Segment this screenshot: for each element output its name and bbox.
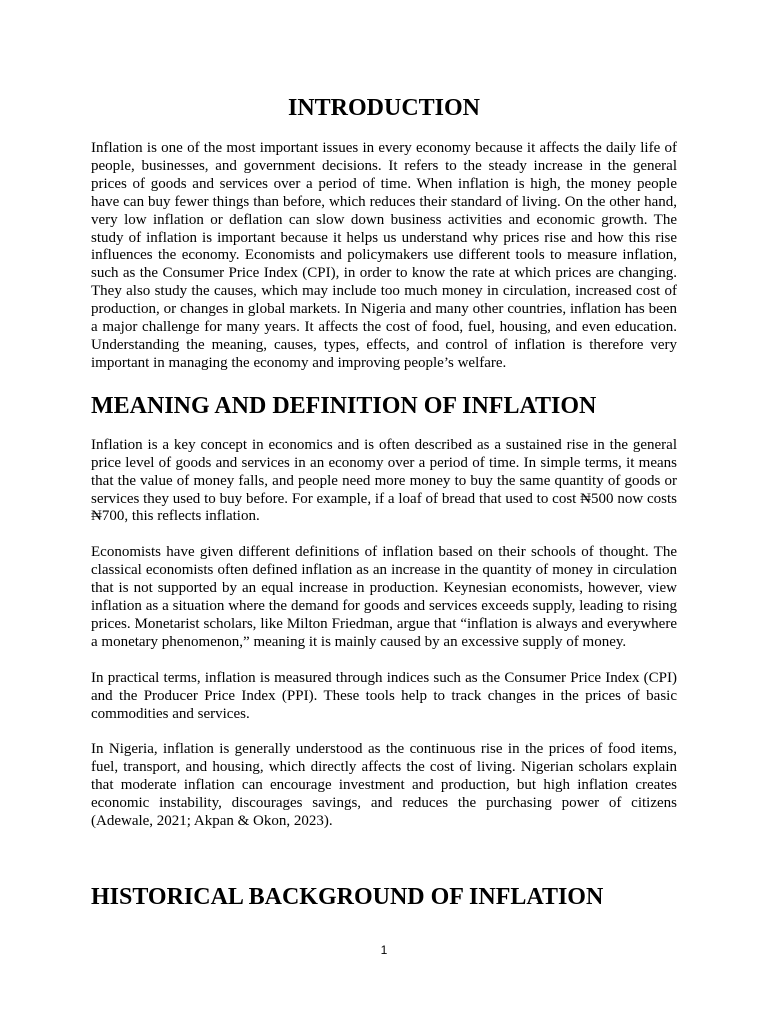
meaning-paragraph-3: In practical terms, inflation is measured through indices such as the Consumer Price Index (CPI) and the Producer Price Index (PPI). These tools help to track changes in the prices of basic commodities and services. bbox=[91, 669, 677, 722]
paragraph-spacer bbox=[91, 652, 677, 670]
page-number: 1 bbox=[380, 943, 388, 957]
paragraph-spacer bbox=[91, 723, 677, 741]
meaning-paragraph-2: Economists have given different definitions of inflation based on their schools of thought. The classical economists often defined inflation as an increase in the quantity of money in circulation that is not supported by an equal increase in production. Keynesian economists, however, view inflation as a situation where the demand for goods and services exceeds supply, leading to rising prices. Monetarist scholars, like Milton Friedman, argue that “inflation is always and everywhere a monetary phenomenon,” meaning it is mainly caused by an excessive supply of money. bbox=[91, 544, 677, 650]
introduction-paragraph: Inflation is one of the most important issues in every economy because it affects the daily life of people, businesses, and government decisions. It refers to the steady increase in the general prices of goods and services over a period of time. When inflation is high, the money people have can buy fewer things than before, which reduces their standard of living. On the other hand, very low inflation or deflation can slow down business activities and economic growth. The study of inflation is important because it helps us understand why prices rise and how this rise influences the economy. Economists and policymakers use different tools to measure inflation, such as the Consumer Price Index (CPI), in order to know the rate at which prices are changing. They also study the causes, which may include too much money in circulation, increased cost of production, or changes in global markets. In Nigeria and many other countries, inflation has been a major challenge for many years. It affects the cost of food, fuel, housing, and even education. Understanding the meaning, causes, types, effects, and control of inflation is therefore very important in managing the economy and improving people’s welfare. bbox=[91, 140, 677, 371]
page-content bbox=[91, 92, 677, 914]
meaning-paragraph-1: Inflation is a key concept in economics and is often described as a sustained rise in the general price level of goods and services in an economy over a period of time. In simple terms, it means that the value of money falls, and people need more money to buy the same quantity of goods or services they used to buy before. For example, if a loaf of bread that used to cost ₦500 now costs ₦700, this reflects inflation. bbox=[91, 436, 677, 525]
introduction-heading: INTRODUCTION bbox=[287, 95, 481, 121]
historical-heading: HISTORICAL BACKGROUND OF INFLATION bbox=[91, 884, 604, 910]
meaning-paragraph-4: In Nigeria, inflation is generally understood as the continuous rise in the prices of food items, fuel, transport, and housing, which directly affects the cost of living. Nigerian scholars explain that moderate inflation can encourage investment and production, but high inflation creates economic instability, discourages savings, and reduces the purchasing power of citizens (Adewale, 2021; Akpan & Okon, 2023). bbox=[91, 741, 677, 830]
paragraph-spacer bbox=[91, 526, 677, 544]
meaning-heading: MEANING AND DEFINITION OF INFLATION bbox=[91, 392, 597, 419]
